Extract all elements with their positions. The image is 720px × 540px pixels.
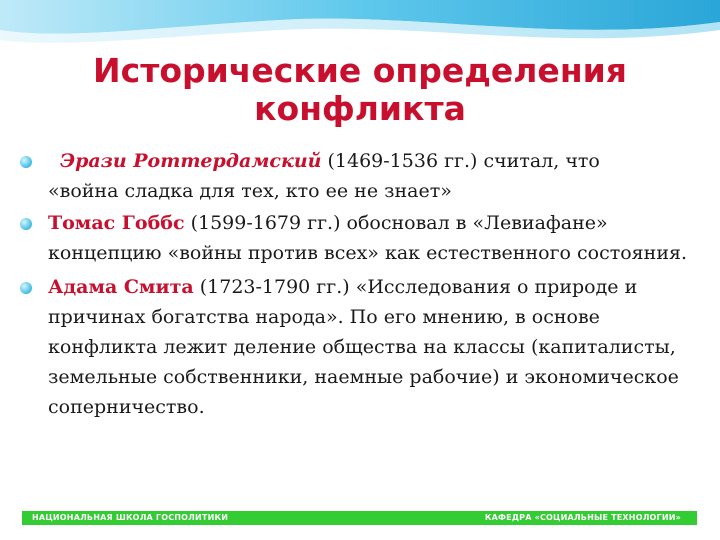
bullet-line: «война сладка для тех, кто ее не знает» bbox=[48, 180, 452, 202]
bullet-text: (1469-1536 гг.) считал, что bbox=[321, 150, 600, 172]
footer-bar bbox=[22, 511, 697, 525]
slide-title-line-2: конфликта bbox=[254, 89, 466, 128]
bullet-item-smith bbox=[14, 272, 714, 422]
bullet-dot-icon bbox=[20, 218, 32, 230]
bullet-item-erasmus bbox=[14, 146, 714, 206]
footer-right-text: КАФЕДРА «СОЦИАЛЬНЫЕ ТЕХНОЛОГИИ» bbox=[484, 513, 681, 522]
slide-title bbox=[60, 52, 660, 128]
bullet-text: (1723-1790 гг.) «Исследования о природе и причинах богатства народа». По его мнению, в основе конфликта лежит деление общества на классы (капиталисты, земельные собственники, наемные рабочие) и экономическое соперничество. bbox=[48, 276, 679, 418]
bullet-person-name: Эрази Роттердамский bbox=[60, 150, 322, 172]
bullet-dot-icon bbox=[20, 282, 32, 294]
bullet-item-hobbes bbox=[14, 208, 714, 268]
bullet-dot-icon bbox=[20, 156, 32, 168]
bullet-list bbox=[14, 146, 714, 422]
bullet-person-name: Адама Смита bbox=[48, 276, 194, 298]
bullet-text: (1599-1679 гг.) обосновал в «Левиафане» концепцию «войны против всех» как естественного состояния. bbox=[48, 212, 688, 264]
slide-title-line-1: Исторические определения bbox=[93, 51, 627, 90]
bullet-person-name: Томас Гоббс bbox=[48, 212, 185, 234]
footer-left-text: НАЦИОНАЛЬНАЯ ШКОЛА ГОСПОЛИТИКИ bbox=[32, 513, 229, 522]
bullet-line bbox=[60, 146, 714, 176]
